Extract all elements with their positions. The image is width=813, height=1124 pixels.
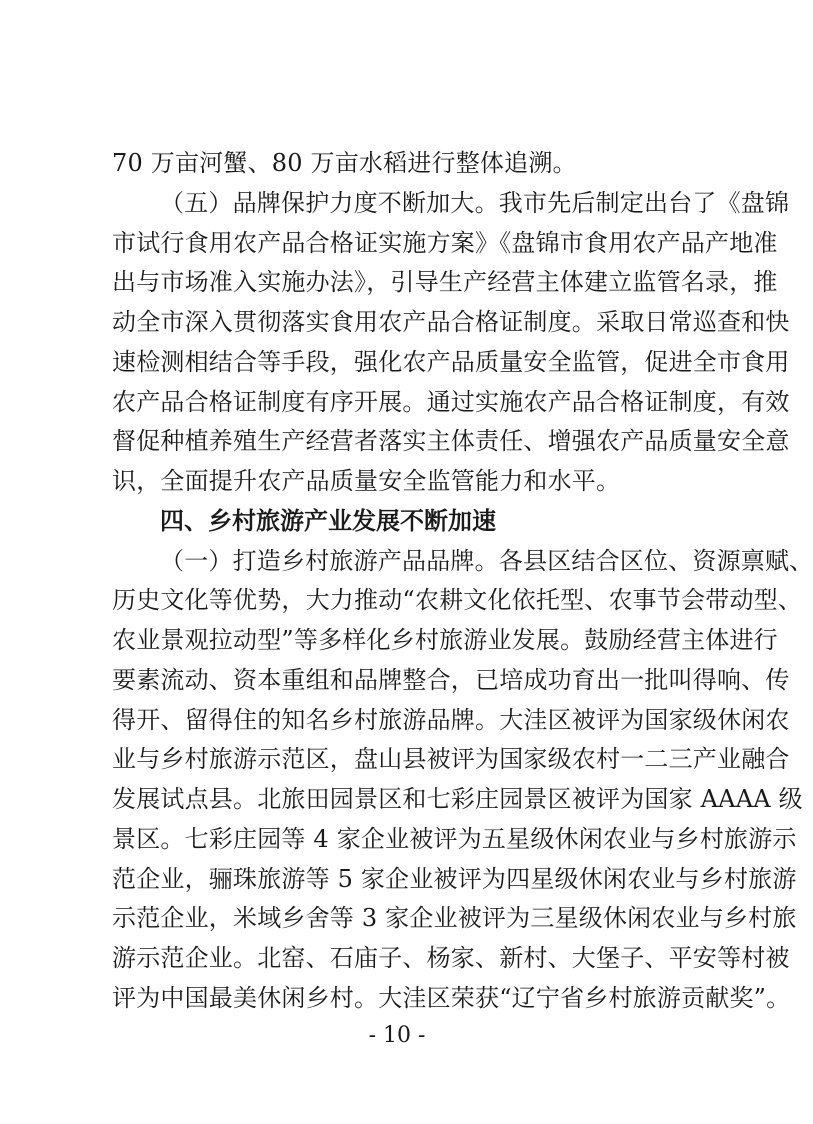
paragraph-line: 范企业，骊珠旅游等 5 家企业被评为四星级休闲农业与乡村旅游 bbox=[112, 865, 797, 893]
paragraph-line: 示范企业，米域乡舍等 3 家企业被评为三星级休闲农业与乡村旅 bbox=[112, 904, 797, 932]
paragraph-line: （一）打造乡村旅游产品品牌。各县区结合区位、资源禀赋、 bbox=[160, 547, 813, 575]
paragraph-line: 动全市深入贯彻落实食用农产品合格证制度。采取日常巡查和快 bbox=[112, 308, 790, 336]
paragraph-line: 督促种植养殖生产经营者落实主体责任、增强农产品质量安全意 bbox=[112, 427, 790, 455]
paragraph-line: 历史文化等优势，大力推动“农耕文化依托型、农事节会带动型、 bbox=[112, 586, 803, 614]
paragraph-line: 景区。七彩庄园等 4 家企业被评为五星级休闲农业与乡村旅游示 bbox=[112, 825, 797, 853]
paragraph-line: 评为中国最美休闲乡村。大洼区荣获“辽宁省乡村旅游贡献奖”。 bbox=[112, 984, 791, 1012]
paragraph-line: 游示范企业。北窑、石庙子、杨家、新村、大堡子、平安等村被 bbox=[112, 944, 790, 972]
section-heading: 四、乡村旅游产业发展不断加速 bbox=[160, 507, 496, 535]
page-number: - 10 - bbox=[368, 1023, 426, 1048]
paragraph-line: 70 万亩河蟹、80 万亩水稻进行整体追溯。 bbox=[112, 149, 577, 177]
paragraph-line: 业与乡村旅游示范区，盘山县被评为国家级农村一二三产业融合 bbox=[112, 745, 790, 773]
paragraph-line: 识，全面提升农产品质量安全监管能力和水平。 bbox=[112, 467, 621, 495]
paragraph-line: （五）品牌保护力度不断加大。我市先后制定出台了《盘锦 bbox=[160, 189, 790, 217]
paragraph-line: 农业景观拉动型”等多样化乡村旅游业发展。鼓励经营主体进行 bbox=[112, 626, 778, 654]
paragraph-line: 农产品合格证制度有序开展。通过实施农产品合格证制度，有效 bbox=[112, 388, 790, 416]
paragraph-line: 速检测相结合等手段，强化农产品质量安全监管，促进全市食用 bbox=[112, 348, 790, 376]
paragraph-line: 发展试点县。北旅田园景区和七彩庄园景区被评为国家 AAAA 级 bbox=[112, 785, 803, 813]
paragraph-line: 要素流动、资本重组和品牌整合，已培成功育出一批叫得响、传 bbox=[112, 666, 790, 694]
paragraph-line: 市试行食用农产品合格证实施方案》《盘锦市食用农产品产地准 bbox=[112, 229, 778, 257]
paragraph-line: 出与市场准入实施办法》，引导生产经营主体建立监管名录，推 bbox=[112, 268, 778, 296]
paragraph-line: 得开、留得住的知名乡村旅游品牌。大洼区被评为国家级休闲农 bbox=[112, 706, 790, 734]
